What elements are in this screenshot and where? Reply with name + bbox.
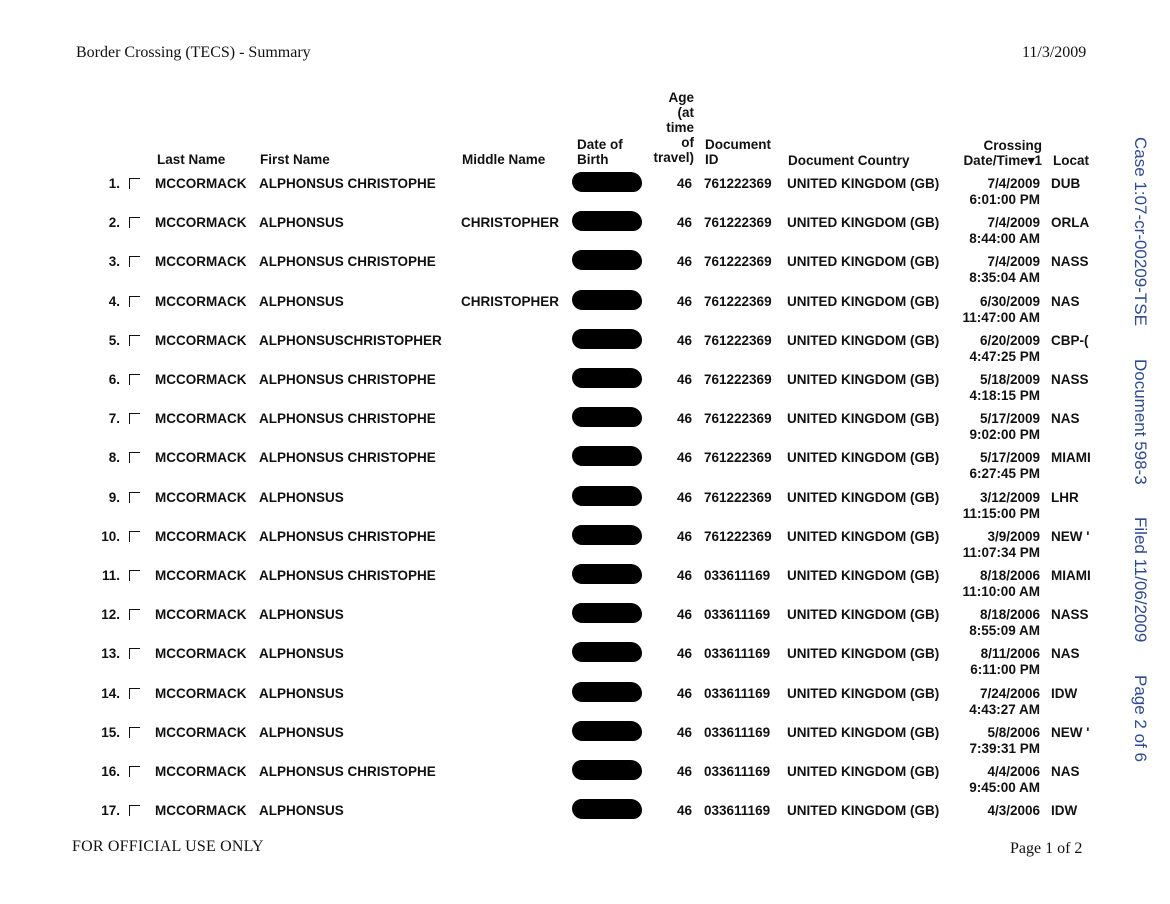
document-title: Border Crossing (TECS) - Summary bbox=[76, 44, 311, 61]
table-row bbox=[0, 686, 1120, 726]
first-name-cell: ALPHONSUS CHRISTOPHE bbox=[259, 254, 436, 270]
table-row bbox=[0, 215, 1120, 255]
document-country-cell: UNITED KINGDOM (GB) bbox=[787, 685, 940, 701]
first-name-cell: ALPHONSUS bbox=[259, 646, 344, 662]
table-row bbox=[0, 764, 1120, 804]
redacted-date-of-birth bbox=[572, 642, 642, 662]
crossing-time-cell: 4:47:25 PM bbox=[969, 348, 1040, 364]
crossing-time-cell: 4:18:15 PM bbox=[969, 388, 1040, 403]
location-cell: NAS bbox=[1051, 293, 1080, 309]
row-select-checkbox[interactable] bbox=[129, 335, 140, 346]
redacted-date-of-birth bbox=[572, 172, 642, 192]
crossing-date-cell: 7/4/2009 bbox=[987, 215, 1040, 231]
last-name-cell: MCCORMACK bbox=[155, 803, 247, 819]
first-name-cell: ALPHONSUS CHRISTOPHE bbox=[259, 568, 436, 583]
first-name-cell: ALPHONSUS CHRISTOPHE bbox=[259, 372, 436, 387]
col-first-name: First Name bbox=[260, 152, 330, 167]
first-name-cell: ALPHONSUS bbox=[259, 215, 344, 231]
age-cell: 46 bbox=[676, 215, 692, 231]
footer-classification: FOR OFFICIAL USE ONLY bbox=[72, 838, 264, 855]
document-id-cell: 761222369 bbox=[704, 489, 772, 505]
row-select-checkbox[interactable] bbox=[129, 648, 140, 659]
last-name-cell: MCCORMACK bbox=[155, 646, 247, 662]
col-location: Locat bbox=[1053, 153, 1090, 168]
row-number: 6. bbox=[108, 372, 120, 387]
document-id-cell: 761222369 bbox=[704, 332, 772, 348]
document-id-cell: 033611169 bbox=[704, 568, 771, 583]
document-country-cell: UNITED KINGDOM (GB) bbox=[787, 764, 940, 779]
document-country-cell: UNITED KINGDOM (GB) bbox=[787, 411, 940, 427]
table-row bbox=[0, 333, 1120, 373]
document-id-cell: 761222369 bbox=[704, 372, 772, 387]
col-middle-name: Middle Name bbox=[462, 152, 546, 167]
last-name-cell: MCCORMACK bbox=[155, 293, 247, 309]
redacted-date-of-birth bbox=[572, 250, 642, 270]
crossing-date-cell: 5/8/2006 bbox=[987, 724, 1040, 740]
document-id-cell: 761222369 bbox=[704, 215, 772, 231]
crossing-time-cell: 11:47:00 AM bbox=[962, 309, 1040, 325]
last-name-cell: MCCORMACK bbox=[155, 372, 247, 387]
document-id-cell: 761222369 bbox=[704, 176, 772, 191]
location-cell: NASS bbox=[1051, 372, 1089, 387]
last-name-cell: MCCORMACK bbox=[155, 254, 247, 270]
col-date-of-birth bbox=[577, 137, 623, 167]
col-crossing-line2: Date/Time▾1 bbox=[963, 153, 1042, 168]
location-cell: DUB bbox=[1051, 176, 1081, 191]
row-select-checkbox[interactable] bbox=[129, 766, 140, 777]
stamp-filed: Filed 11/06/2009 bbox=[1131, 517, 1150, 643]
document-country-cell: UNITED KINGDOM (GB) bbox=[787, 803, 940, 819]
crossing-date-cell: 3/12/2009 bbox=[979, 489, 1040, 505]
table-row bbox=[0, 294, 1120, 334]
crossing-date-cell: 4/3/2006 bbox=[987, 803, 1040, 819]
col-document-id bbox=[705, 137, 771, 167]
col-last-name: Last Name bbox=[157, 152, 226, 167]
location-cell: IDW bbox=[1051, 803, 1078, 819]
col-dob-line2: Birth bbox=[577, 152, 609, 167]
document-country-cell: UNITED KINGDOM (GB) bbox=[787, 607, 940, 623]
document-country-cell: UNITED KINGDOM (GB) bbox=[787, 176, 940, 191]
crossing-date-cell: 6/30/2009 bbox=[979, 293, 1040, 309]
first-name-cell: ALPHONSUSCHRISTOPHER bbox=[259, 332, 442, 348]
last-name-cell: MCCORMACK bbox=[155, 764, 247, 779]
redacted-date-of-birth bbox=[572, 525, 642, 545]
table-row bbox=[0, 568, 1120, 608]
col-dob-line1: Date of bbox=[577, 137, 623, 152]
crossing-time-cell: 6:01:00 PM bbox=[969, 192, 1040, 207]
document-country-cell: UNITED KINGDOM (GB) bbox=[787, 293, 940, 309]
age-cell: 46 bbox=[676, 803, 692, 819]
first-name-cell: ALPHONSUS bbox=[259, 685, 344, 701]
location-cell: MIAMI bbox=[1051, 568, 1091, 583]
row-select-checkbox[interactable] bbox=[129, 256, 140, 267]
age-cell: 46 bbox=[676, 489, 692, 505]
crossing-date-cell: 5/17/2009 bbox=[979, 411, 1040, 427]
age-cell: 46 bbox=[676, 254, 692, 270]
document-country-cell: UNITED KINGDOM (GB) bbox=[787, 332, 940, 348]
row-number: 2. bbox=[108, 215, 120, 231]
first-name-cell: ALPHONSUS CHRISTOPHE bbox=[259, 411, 436, 427]
col-doc-line1: Document bbox=[705, 137, 772, 152]
table-row bbox=[0, 646, 1120, 686]
redacted-date-of-birth bbox=[572, 564, 642, 584]
redacted-date-of-birth bbox=[572, 721, 642, 741]
row-select-checkbox[interactable] bbox=[129, 296, 140, 307]
row-number: 9. bbox=[108, 489, 120, 505]
redacted-date-of-birth bbox=[572, 446, 642, 466]
document-id-cell: 033611169 bbox=[704, 803, 771, 819]
age-cell: 46 bbox=[676, 293, 692, 309]
location-cell: NASS bbox=[1051, 607, 1089, 623]
document-id-cell: 033611169 bbox=[704, 607, 771, 623]
redacted-date-of-birth bbox=[572, 368, 642, 388]
stamp-case: Case 1:07-cr-00209-TSE bbox=[1131, 137, 1150, 326]
table-row bbox=[0, 607, 1120, 647]
crossing-date-cell: 6/20/2009 bbox=[979, 332, 1040, 348]
row-select-checkbox[interactable] bbox=[129, 413, 140, 424]
last-name-cell: MCCORMACK bbox=[155, 411, 247, 427]
last-name-cell: MCCORMACK bbox=[155, 215, 247, 231]
first-name-cell: ALPHONSUS bbox=[259, 724, 344, 740]
crossing-date-cell: 8/18/2006 bbox=[979, 607, 1040, 623]
row-number: 1. bbox=[108, 176, 120, 191]
document-id-cell: 033611169 bbox=[704, 764, 771, 779]
last-name-cell: MCCORMACK bbox=[155, 450, 247, 466]
last-name-cell: MCCORMACK bbox=[155, 332, 247, 348]
crossing-date-cell: 5/17/2009 bbox=[979, 450, 1040, 466]
row-select-checkbox[interactable] bbox=[129, 531, 140, 542]
document-country-cell: UNITED KINGDOM (GB) bbox=[787, 724, 940, 740]
redacted-date-of-birth bbox=[572, 211, 642, 231]
table-row bbox=[0, 490, 1120, 530]
crossing-date-cell: 7/24/2006 bbox=[979, 685, 1040, 701]
location-cell: NAS bbox=[1051, 411, 1080, 427]
redacted-date-of-birth bbox=[572, 603, 642, 623]
document-country-cell: UNITED KINGDOM (GB) bbox=[787, 215, 940, 231]
middle-name-cell: CHRISTOPHER bbox=[461, 215, 560, 231]
row-select-checkbox[interactable] bbox=[129, 570, 140, 581]
location-cell: NEW ' bbox=[1051, 724, 1090, 740]
crossing-time-cell: 6:11:00 PM bbox=[970, 662, 1040, 678]
document-country-cell: UNITED KINGDOM (GB) bbox=[787, 372, 940, 387]
age-cell: 46 bbox=[676, 450, 692, 466]
location-cell: NAS bbox=[1051, 764, 1080, 779]
location-cell: NEW ' bbox=[1051, 528, 1090, 544]
location-cell: NASS bbox=[1051, 254, 1089, 270]
document-id-cell: 033611169 bbox=[704, 685, 771, 701]
crossing-time-cell: 8:35:04 AM bbox=[969, 270, 1040, 286]
document-country-cell: UNITED KINGDOM (GB) bbox=[787, 489, 940, 505]
row-number: 10. bbox=[101, 528, 120, 544]
row-select-checkbox[interactable] bbox=[129, 178, 140, 189]
crossing-date-cell: 4/4/2006 bbox=[987, 764, 1040, 779]
table-row bbox=[0, 254, 1120, 294]
age-cell: 46 bbox=[676, 646, 692, 662]
row-select-checkbox[interactable] bbox=[129, 805, 140, 816]
crossing-time-cell: 6:27:45 PM bbox=[969, 466, 1040, 482]
redacted-date-of-birth bbox=[572, 290, 642, 310]
document-id-cell: 033611169 bbox=[704, 724, 771, 740]
age-cell: 46 bbox=[676, 332, 692, 348]
last-name-cell: MCCORMACK bbox=[155, 176, 247, 191]
col-doc-line2: ID bbox=[705, 152, 719, 167]
document-country-cell: UNITED KINGDOM (GB) bbox=[787, 528, 940, 544]
document-id-cell: 761222369 bbox=[704, 450, 772, 466]
document-country-cell: UNITED KINGDOM (GB) bbox=[787, 646, 940, 662]
row-select-checkbox[interactable] bbox=[129, 688, 140, 699]
row-number: 11. bbox=[101, 568, 120, 583]
first-name-cell: ALPHONSUS CHRISTOPHE bbox=[259, 764, 436, 779]
crossing-time-cell: 8:44:00 AM bbox=[969, 231, 1040, 247]
document-id-cell: 761222369 bbox=[704, 293, 772, 309]
report-date: 11/3/2009 bbox=[1022, 44, 1087, 61]
redacted-date-of-birth bbox=[572, 760, 642, 780]
crossing-time-cell: 9:02:00 PM bbox=[969, 427, 1040, 443]
col-age bbox=[640, 90, 694, 165]
last-name-cell: MCCORMACK bbox=[155, 528, 247, 544]
crossing-date-cell: 3/9/2009 bbox=[987, 528, 1040, 544]
row-number: 15. bbox=[101, 724, 120, 740]
crossing-date-cell: 7/4/2009 bbox=[987, 254, 1040, 270]
location-cell: IDW bbox=[1051, 685, 1078, 701]
footer-page-number: Page 1 of 2 bbox=[1010, 840, 1083, 857]
table-row bbox=[0, 529, 1120, 569]
col-crossing-datetime[interactable] bbox=[930, 138, 1042, 168]
first-name-cell: ALPHONSUS CHRISTOPHE bbox=[259, 528, 436, 544]
row-number: 4. bbox=[108, 293, 120, 309]
document-id-cell: 033611169 bbox=[704, 646, 771, 662]
redacted-date-of-birth bbox=[572, 799, 642, 819]
col-crossing-line1: Crossing bbox=[983, 138, 1042, 153]
crossing-time-cell: 7:39:31 PM bbox=[969, 740, 1040, 756]
last-name-cell: MCCORMACK bbox=[155, 607, 247, 623]
table-row bbox=[0, 176, 1120, 216]
location-cell: LHR bbox=[1051, 489, 1079, 505]
age-cell: 46 bbox=[676, 724, 692, 740]
row-number: 3. bbox=[108, 254, 120, 270]
document-id-cell: 761222369 bbox=[704, 528, 772, 544]
crossing-date-cell: 8/18/2006 bbox=[979, 568, 1040, 583]
last-name-cell: MCCORMACK bbox=[155, 568, 247, 583]
age-cell: 46 bbox=[676, 372, 692, 387]
row-number: 16. bbox=[101, 764, 120, 779]
location-cell: MIAMI bbox=[1051, 450, 1091, 466]
crossing-date-cell: 8/11/2006 bbox=[980, 646, 1040, 662]
row-number: 12. bbox=[101, 607, 120, 623]
col-age-line3: time bbox=[666, 120, 694, 135]
row-number: 7. bbox=[108, 411, 120, 427]
first-name-cell: ALPHONSUS bbox=[259, 607, 344, 623]
row-number: 5. bbox=[108, 332, 120, 348]
row-number: 13. bbox=[101, 646, 120, 662]
age-cell: 46 bbox=[676, 607, 692, 623]
first-name-cell: ALPHONSUS bbox=[259, 489, 344, 505]
document-id-cell: 761222369 bbox=[704, 254, 772, 270]
location-cell: ORLA bbox=[1051, 215, 1090, 231]
col-age-line5: travel) bbox=[653, 150, 694, 165]
document-country-cell: UNITED KINGDOM (GB) bbox=[787, 254, 940, 270]
document-country-cell: UNITED KINGDOM (GB) bbox=[787, 450, 940, 466]
col-age-line2: (at bbox=[677, 105, 694, 120]
crossing-date-cell: 7/4/2009 bbox=[987, 176, 1040, 191]
row-number: 8. bbox=[108, 450, 120, 466]
table-row bbox=[0, 411, 1120, 451]
col-age-line1: Age bbox=[668, 90, 694, 105]
crossing-time-cell: 11:07:34 PM bbox=[962, 544, 1040, 560]
document-country-cell: UNITED KINGDOM (GB) bbox=[787, 568, 940, 583]
stamp-page: Page 2 of 6 bbox=[1131, 675, 1150, 763]
row-select-checkbox[interactable] bbox=[129, 492, 140, 503]
first-name-cell: ALPHONSUS bbox=[259, 803, 344, 819]
redacted-date-of-birth bbox=[572, 329, 642, 349]
crossing-time-cell: 9:45:00 AM bbox=[969, 780, 1040, 795]
redacted-date-of-birth bbox=[572, 682, 642, 702]
table-row bbox=[0, 450, 1120, 490]
court-filing-stamp bbox=[1126, 137, 1150, 777]
crossing-time-cell: 11:15:00 PM bbox=[962, 505, 1040, 521]
crossing-date-cell: 5/18/2009 bbox=[979, 372, 1040, 387]
age-cell: 46 bbox=[676, 764, 692, 779]
document-id-cell: 761222369 bbox=[704, 411, 772, 427]
first-name-cell: ALPHONSUS bbox=[259, 293, 344, 309]
row-number: 17. bbox=[101, 803, 120, 819]
row-select-checkbox[interactable] bbox=[129, 374, 140, 385]
last-name-cell: MCCORMACK bbox=[155, 724, 247, 740]
location-cell: NAS bbox=[1051, 646, 1080, 662]
first-name-cell: ALPHONSUS CHRISTOPHE bbox=[259, 176, 436, 191]
location-cell: CBP-( bbox=[1051, 332, 1089, 348]
row-select-checkbox[interactable] bbox=[129, 217, 140, 228]
crossing-time-cell: 11:10:00 AM bbox=[962, 584, 1040, 599]
age-cell: 46 bbox=[676, 176, 692, 191]
stamp-document: Document 598-3 bbox=[1131, 358, 1150, 485]
last-name-cell: MCCORMACK bbox=[155, 685, 247, 701]
age-cell: 46 bbox=[676, 528, 692, 544]
crossing-time-cell: 8:55:09 AM bbox=[969, 623, 1040, 639]
age-cell: 46 bbox=[676, 685, 692, 701]
middle-name-cell: CHRISTOPHER bbox=[461, 293, 560, 309]
redacted-date-of-birth bbox=[572, 486, 642, 506]
table-row bbox=[0, 372, 1120, 412]
last-name-cell: MCCORMACK bbox=[155, 489, 247, 505]
table-row bbox=[0, 725, 1120, 765]
redacted-date-of-birth bbox=[572, 407, 642, 427]
row-number: 14. bbox=[101, 685, 120, 701]
first-name-cell: ALPHONSUS CHRISTOPHE bbox=[259, 450, 436, 466]
age-cell: 46 bbox=[676, 411, 692, 427]
row-select-checkbox[interactable] bbox=[129, 609, 140, 620]
row-select-checkbox[interactable] bbox=[129, 452, 140, 463]
col-age-line4: of bbox=[681, 135, 694, 150]
age-cell: 46 bbox=[676, 568, 692, 583]
col-document-country: Document Country bbox=[788, 153, 910, 168]
crossing-time-cell: 4:43:27 AM bbox=[969, 701, 1040, 717]
row-select-checkbox[interactable] bbox=[129, 727, 140, 738]
